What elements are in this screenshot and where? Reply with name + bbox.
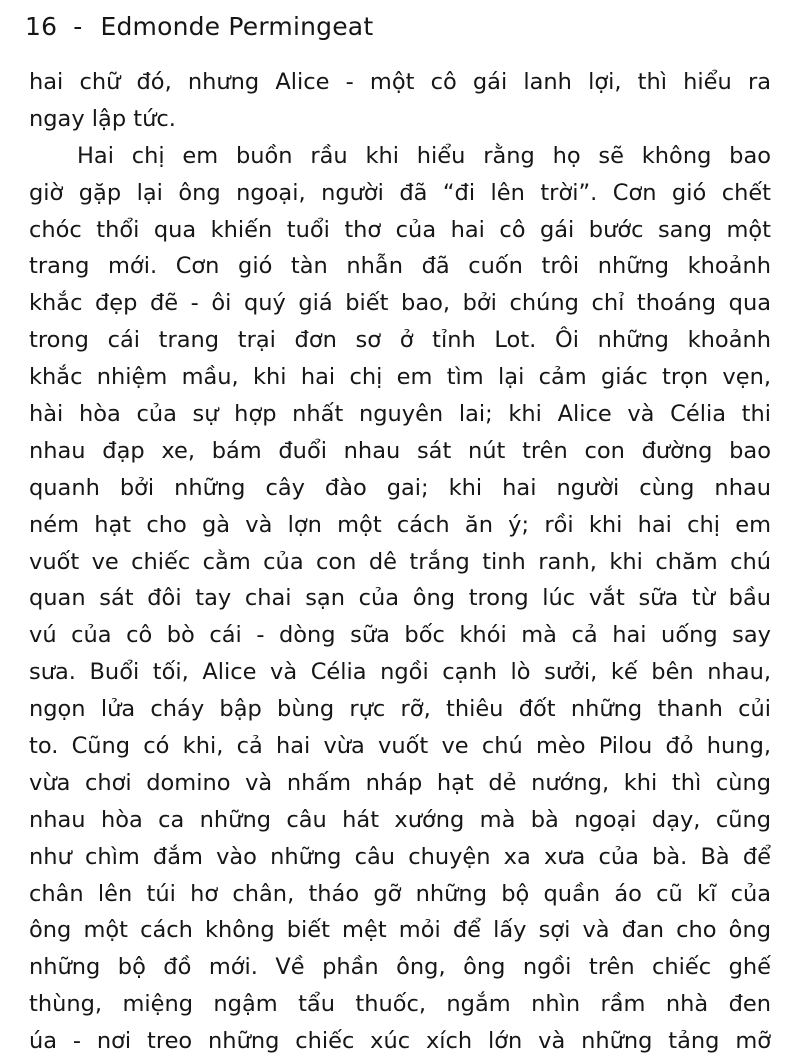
text-line: nhau đạp xe, bám đuổi nhau sát nút trên con đường bao	[29, 437, 771, 464]
text-line: trong cái trang trại đơn sơ ở tỉnh Lot. Ôi những khoảnh	[29, 327, 771, 354]
text-line: hai chữ đó, nhưng Alice - một cô gái lanh lợi, thì hiểu ra	[29, 69, 771, 95]
paragraph	[29, 64, 771, 138]
text-line: giờ gặp lại ông ngoại, người đã “đi lên trời”. Cơn gió chết	[29, 179, 771, 206]
text-line: vú của cô bò cái - dòng sữa bốc khói mà cả hai uống say	[29, 622, 771, 649]
text-line: hài hòa của sự hợp nhất nguyên lai; khi Alice và Célia thi	[29, 401, 771, 428]
text-line: thùng, miệng ngậm tẩu thuốc, ngắm nhìn rầm nhà đen	[29, 991, 771, 1018]
text-line: vuốt ve chiếc cằm của con dê trắng tinh ranh, khi chăm chú	[29, 548, 771, 575]
text-line: chân lên túi hơ chân, tháo gỡ những bộ quần áo cũ kĩ của	[29, 880, 771, 907]
text-line: quan sát đôi tay chai sạn của ông trong lúc vắt sữa từ bầu	[29, 585, 771, 612]
text-line: to. Cũng có khi, cả hai vừa vuốt ve chú mèo Pilou đỏ hung,	[29, 733, 771, 760]
page-body	[29, 64, 771, 1060]
text-line: ông một cách không biết mệt mỏi để lấy sợi và đan cho ông	[29, 917, 771, 944]
header-separator: -	[73, 12, 83, 41]
text-line: Hai chị em buồn rầu khi hiểu rằng họ sẽ không bao	[77, 142, 771, 169]
text-line: ném hạt cho gà và lợn một cách ăn ý; rồi khi hai chị em	[29, 511, 771, 538]
running-header	[25, 12, 373, 41]
text-line: ngay lập tức.	[29, 105, 176, 132]
text-line: khắc đẹp đẽ - ôi quý giá biết bao, bởi chúng chỉ thoáng qua	[29, 290, 771, 317]
text-line: úa - nơi treo những chiếc xúc xích lớn và những tảng mỡ	[29, 1028, 771, 1055]
paragraph	[29, 138, 771, 1060]
text-line: trang mới. Cơn gió tàn nhẫn đã cuốn trôi những khoảnh	[29, 253, 771, 280]
text-line: vừa chơi domino và nhấm nháp hạt dẻ nướng, khi thì cùng	[29, 769, 771, 796]
text-line: những bộ đồ mới. Về phần ông, ông ngồi trên chiếc ghế	[29, 954, 771, 981]
text-line: khắc nhiệm mầu, khi hai chị em tìm lại cảm giác trọn vẹn,	[29, 364, 771, 391]
text-line: ngọn lửa cháy bập bùng rực rỡ, thiêu đốt những thanh củi	[29, 696, 771, 723]
text-line: sưa. Buổi tối, Alice và Célia ngồi cạnh lò sưởi, kế bên nhau,	[29, 659, 771, 686]
author-name: Edmonde Permingeat	[100, 12, 374, 41]
text-line: quanh bởi những cây đào gai; khi hai người cùng nhau	[29, 474, 771, 501]
text-line: nhau hòa ca những câu hát xướng mà bà ngoại dạy, cũng	[29, 806, 771, 833]
text-line: như chìm đắm vào những câu chuyện xa xưa của bà. Bà để	[29, 843, 771, 870]
page-number: 16	[25, 12, 58, 41]
text-line: chóc thổi qua khiến tuổi thơ của hai cô gái bước sang một	[29, 216, 771, 243]
